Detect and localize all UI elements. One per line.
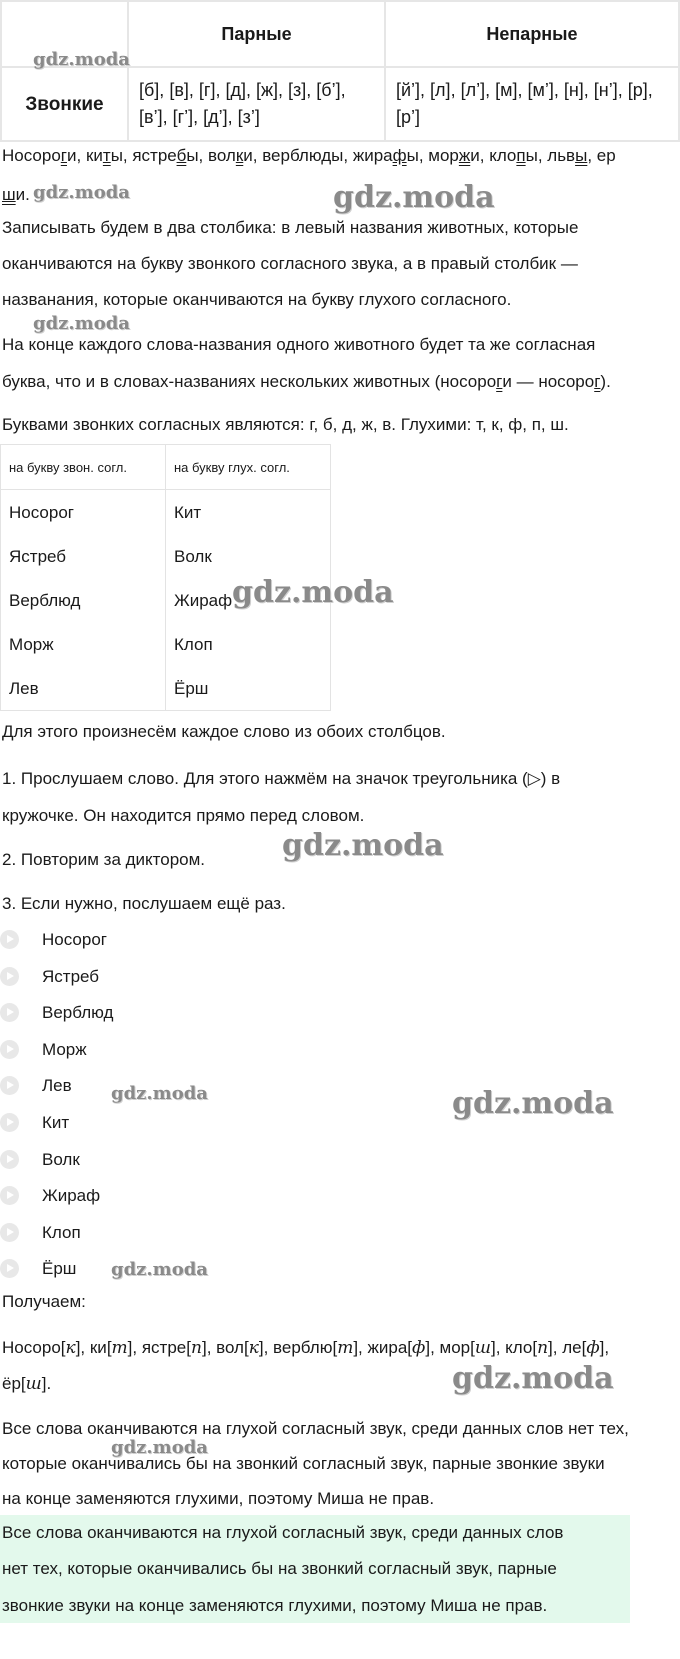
- audio-item[interactable]: Морж: [0, 1034, 87, 1064]
- step3-line: 3. Если нужно, послушаем ещё раз.: [2, 894, 286, 913]
- play-icon[interactable]: [0, 1186, 19, 1205]
- plural-animals-line1: Носороги, киты, ястребы, волки, верблюды, жирафы, моржи, клопы, львы, ер: [2, 146, 616, 165]
- cell-paired: [б], [в], [г], [д], [ж], [з], [б’], [в’], [г’], [д’], [з’]: [128, 67, 385, 141]
- plural-animals-line2: ши.: [2, 185, 30, 204]
- play-icon[interactable]: [0, 1040, 19, 1059]
- watermark: gdz.moda: [33, 182, 130, 203]
- watermark: gdz.moda: [111, 1437, 208, 1458]
- cell-voiceless: Кит: [166, 490, 331, 535]
- transcription-line1: Носоро[к], ки[т], ястре[п], вол[к], верблю[т], жира[ф], мор[ш], кло[п], ле[ф],: [2, 1338, 610, 1358]
- p2-line1: Записывать будем в два столбика: в левый названия животных, которые: [2, 218, 579, 237]
- header-paired: Парные: [128, 1, 385, 67]
- consonants-table: [0, 0, 680, 142]
- cell-voiceless: Волк: [166, 534, 331, 578]
- conclusion-line3: на конце заменяются глухими, поэтому Миша не прав.: [2, 1489, 435, 1508]
- cell-voiceless: Жираф: [166, 578, 331, 622]
- header-voiceless-ending: на букву глух. согл.: [166, 445, 331, 490]
- animals-table: [0, 444, 331, 711]
- play-icon[interactable]: [0, 1113, 19, 1132]
- watermark: gdz.moda: [33, 313, 130, 334]
- p2-line2: оканчиваются на букву звонкого согласного звука, а в правый столбик —: [2, 254, 578, 273]
- table-row: [1, 578, 331, 622]
- result-label: Получаем:: [2, 1292, 86, 1311]
- conclusion-line1: Все слова оканчиваются на глухой согласный звук, среди данных слов нет тех,: [2, 1419, 629, 1438]
- audio-item[interactable]: Лев: [0, 1070, 72, 1100]
- play-icon[interactable]: [0, 1003, 19, 1022]
- table-row: [1, 534, 331, 578]
- play-icon[interactable]: [0, 1076, 19, 1095]
- p2-line3: названания, которые оканчиваются на букву глухого согласного.: [2, 290, 512, 309]
- watermark: gdz.moda: [111, 1083, 208, 1104]
- cell-unpaired: [й’], [л], [л’], [м], [м’], [н], [н’], [р], [р’]: [385, 67, 679, 141]
- header-unpaired: Непарные: [385, 1, 679, 67]
- table-row: [1, 622, 331, 666]
- p4-line: Буквами звонких согласных являются: г, б, д, ж, в. Глухими: т, к, ф, п, ш.: [2, 415, 569, 434]
- table-row: [1, 666, 331, 711]
- play-icon[interactable]: [0, 967, 19, 986]
- watermark: gdz.moda: [452, 1361, 614, 1396]
- table-corner-cell: [1, 1, 128, 67]
- p3-line1: На конце каждого слова-названия одного животного будет та же согласная: [2, 335, 596, 354]
- p5-line: Для этого произнесём каждое слово из обоих столбцов.: [2, 722, 446, 741]
- audio-item[interactable]: Ёрш: [0, 1253, 76, 1283]
- header-voiced-ending: на букву звон. согл.: [1, 445, 166, 490]
- watermark: gdz.moda: [111, 1259, 208, 1280]
- answer-line1: Все слова оканчиваются на глухой согласный звук, среди данных слов: [2, 1523, 564, 1542]
- cell-voiced: Лев: [1, 666, 166, 711]
- play-icon[interactable]: [0, 1259, 19, 1278]
- watermark: gdz.moda: [452, 1086, 614, 1121]
- audio-item[interactable]: Носорог: [0, 924, 107, 954]
- answer-line3: звонкие звуки на конце заменяются глухими, поэтому Миша не прав.: [2, 1596, 548, 1615]
- watermark: gdz.moda: [33, 49, 130, 70]
- step1-line2: кружочке. Он находится прямо перед словом.: [2, 806, 365, 825]
- audio-item[interactable]: Верблюд: [0, 997, 113, 1027]
- cell-voiceless: Ёрш: [166, 666, 331, 711]
- answer-line2: нет тех, которые оканчивались бы на звонкий согласный звук, парные: [2, 1559, 557, 1578]
- audio-item[interactable]: Клоп: [0, 1217, 81, 1247]
- audio-item[interactable]: Волк: [0, 1144, 80, 1174]
- p3-line2: буква, что и в словах-названиях нескольких животных (носороги — носорог).: [2, 372, 611, 391]
- cell-voiced: Морж: [1, 622, 166, 666]
- play-icon[interactable]: [0, 930, 19, 949]
- transcription-line2: ёр[ш].: [2, 1374, 52, 1394]
- cell-voiceless: Клоп: [166, 622, 331, 666]
- table-row: [1, 490, 331, 535]
- conclusion-line2: которые оканчивались бы на звонкий согласный звук, парные звонкие звуки: [2, 1454, 605, 1473]
- play-icon[interactable]: [0, 1150, 19, 1169]
- watermark: gdz.moda: [333, 180, 495, 215]
- step1-line1: 1. Прослушаем слово. Для этого нажмём на значок треугольника (▷) в: [2, 769, 561, 788]
- cell-voiced: Ястреб: [1, 534, 166, 578]
- watermark: gdz.moda: [282, 828, 444, 863]
- audio-item[interactable]: Ястреб: [0, 961, 99, 991]
- row-label-voiced: Звонкие: [1, 67, 128, 141]
- audio-item[interactable]: Жираф: [0, 1180, 100, 1210]
- watermark: gdz.moda: [232, 575, 394, 610]
- play-icon[interactable]: [0, 1223, 19, 1242]
- cell-voiced: Носорог: [1, 490, 166, 535]
- step2-line: 2. Повторим за диктором.: [2, 850, 206, 869]
- audio-item[interactable]: Кит: [0, 1107, 69, 1137]
- cell-voiced: Верблюд: [1, 578, 166, 622]
